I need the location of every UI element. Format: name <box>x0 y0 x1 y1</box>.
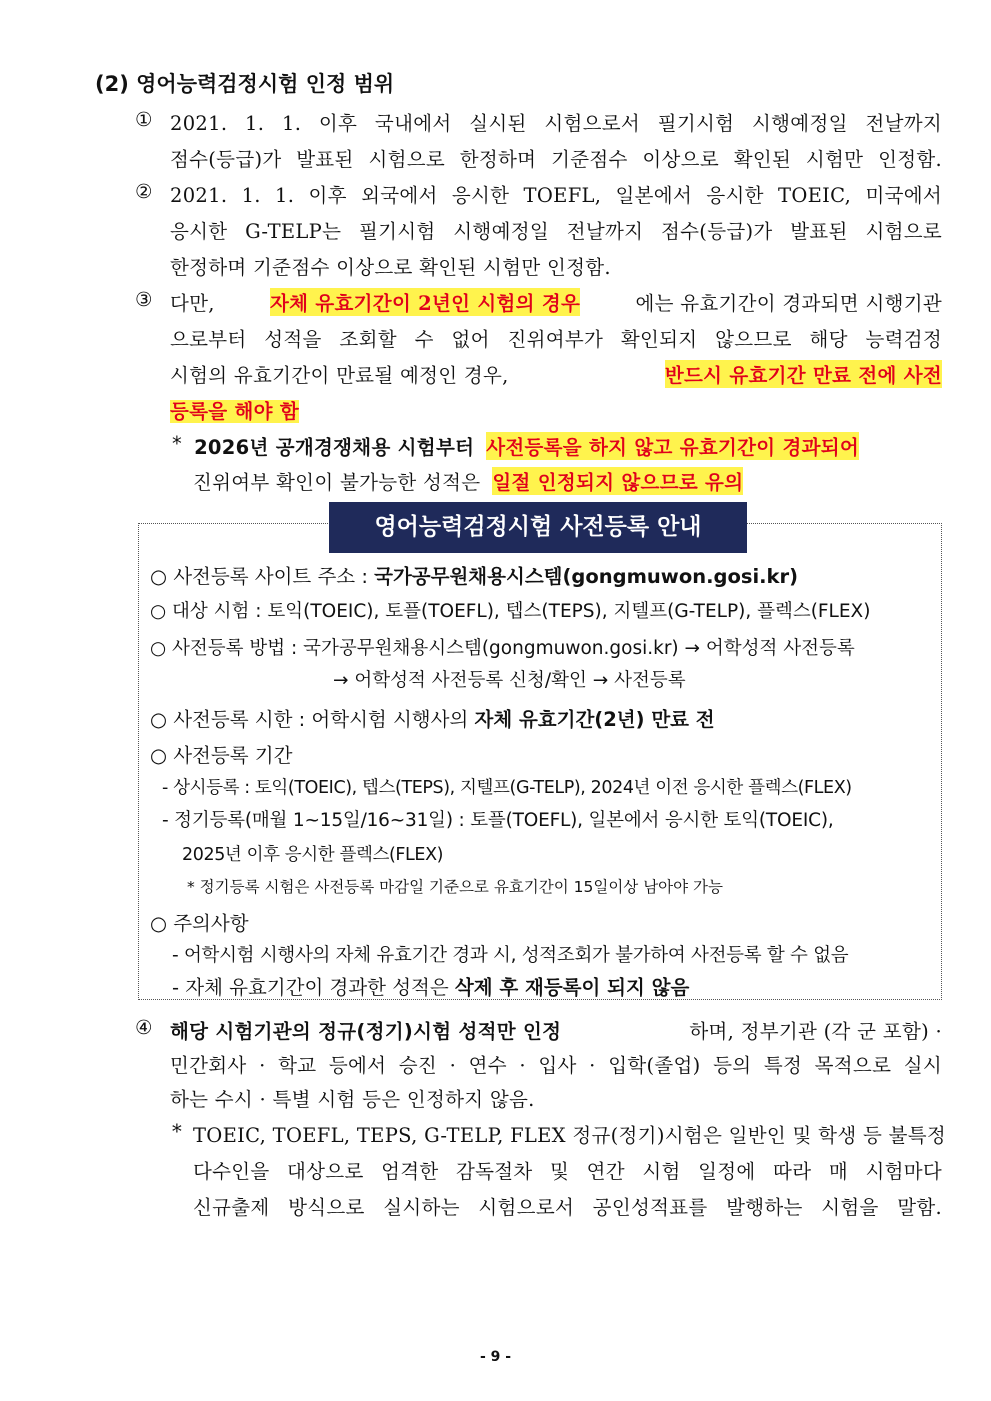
item3-line4 <box>170 396 299 424</box>
item4-marker: ④ <box>135 1016 153 1039</box>
item3-note-highlight1: 사전등록을 하지 않고 유효기간이 경과되어 <box>486 432 859 460</box>
item2-line1: 2021. 1. 1. 이후 외국에서 응시한 TOEFL, 일본에서 응시한 TOEIC, 미국에서 <box>170 184 942 207</box>
item3-line3 <box>170 360 942 388</box>
box-caution-1: - 어학시험 시행사의 자체 유효기간 경과 시, 성적조회가 불가하여 사전등록 할 수 없음 <box>172 945 849 966</box>
item3-note1 <box>172 432 942 460</box>
item3-line3-a: 시험의 유효기간이 만료될 예정인 경우, <box>170 364 509 387</box>
box-period-title: ○ 사전등록 기간 <box>150 744 293 767</box>
item1-line2: 점수(등급)가 발표된 시험으로 한정하며 기준점수 이상으로 확인된 시험만 인정함. <box>170 148 942 171</box>
item4-note-star: * <box>172 1120 183 1143</box>
box-caution-2-b: 삭제 후 재등록이 되지 않음 <box>454 976 690 999</box>
item4-note2: 다수인을 대상으로 엄격한 감독절차 및 연간 시험 일정에 따라 매 시험마다 <box>193 1160 942 1183</box>
item4-note3: 신규출제 방식으로 실시하는 시험으로서 공인성적표를 발행하는 시험을 말함. <box>193 1196 942 1219</box>
item3-note2-highlight: 일절 인정되지 않으므로 유의 <box>492 467 743 495</box>
item4-line2: 민간회사 · 학교 등에서 승진 · 연수 · 입사 · 입학(졸업) 등의 특정 목적으로 실시 <box>170 1054 942 1077</box>
item1-marker: ① <box>135 108 153 131</box>
item3-highlight-must: 반드시 유효기간 만료 전에 사전 <box>665 360 942 388</box>
item4-line1-rest: 하며, 정부기관 (각 군 포함) · <box>689 1020 942 1043</box>
box-caution-title: ○ 주의사항 <box>150 912 249 935</box>
item1-line1: 2021. 1. 1. 이후 국내에서 실시된 시험으로서 필기시험 시행예정일 전날까지 <box>170 112 942 135</box>
box-period-note: * 정기등록 시험은 사전등록 마감일 기준으로 유효기간이 15일이상 남아야 가능 <box>187 878 723 896</box>
box-deadline-label: ○ 사전등록 시한 : 어학시험 시행사의 <box>150 708 475 731</box>
item2-line2: 응시한 G-TELP는 필기시험 시행예정일 전날까지 점수(등급)가 발표된 시험으로 <box>170 220 942 243</box>
item2-line3: 한정하며 기준점수 이상으로 확인된 시험만 인정함. <box>170 256 611 279</box>
item4-line1 <box>170 1016 942 1044</box>
box-period-regular: - 정기등록(매월 1~15일/16~31일) : 토플(TOEFL), 일본에서 응시한 토익(TOEIC), <box>162 810 834 831</box>
item3-line2: 으로부터 성적을 조회할 수 없어 진위여부가 확인되지 않으므로 해당 능력검정 <box>170 328 942 351</box>
box-deadline-line <box>150 704 715 732</box>
box-caution-2 <box>172 972 689 1000</box>
item3-line1 <box>170 288 942 316</box>
item4-note1: TOEIC, TOEFL, TEPS, G-TELP, FLEX 정규(정기)시험은 일반인 및 학생 등 불특정 <box>193 1124 946 1147</box>
item3-line1-a: 다만, <box>170 292 215 315</box>
box-site-label: ○ 사전등록 사이트 주소 : <box>150 565 375 588</box>
item3-note-bold: 2026년 공개경쟁채용 시험부터 <box>194 436 475 459</box>
page-number: - 9 - <box>479 1349 512 1365</box>
item4-line1-bold: 해당 시험기관의 정규(정기)시험 성적만 인정 <box>170 1020 562 1043</box>
box-method-line1: ○ 사전등록 방법 : 국가공무원채용시스템(gongmuwon.gosi.kr) → 어학성적 사전등록 <box>150 638 855 659</box>
item3-marker: ③ <box>135 288 153 311</box>
box-site-line <box>150 561 798 589</box>
notice-box-title: 영어능력검정시험 사전등록 안내 <box>329 502 747 553</box>
item3-note2 <box>193 467 743 495</box>
item3-highlight-register: 등록을 해야 함 <box>170 400 299 423</box>
box-deadline-value: 자체 유효기간(2년) 만료 전 <box>474 708 715 731</box>
box-method-line2: → 어학성적 사전등록 신청/확인 → 사전등록 <box>333 670 686 691</box>
item2-marker: ② <box>135 180 153 203</box>
box-period-always: - 상시등록 : 토익(TOEIC), 텝스(TEPS), 지텔프(G-TELP), 2024년 이전 응시한 플렉스(FLEX) <box>162 778 852 798</box>
item3-note-star: * <box>172 432 183 455</box>
item4-line3: 하는 수시 · 특별 시험 등은 인정하지 않음. <box>170 1088 535 1111</box>
box-site-value: 국가공무원채용시스템(gongmuwon.gosi.kr) <box>374 565 799 588</box>
section-title: (2) 영어능력검정시험 인정 범위 <box>95 72 395 96</box>
box-target-exams: ○ 대상 시험 : 토익(TOEIC), 토플(TOEFL), 텝스(TEPS), 지텔프(G-TELP), 플렉스(FLEX) <box>150 601 871 622</box>
box-caution-2-a: - 자체 유효기간이 경과한 성적은 <box>172 976 455 999</box>
box-period-regular-cont: 2025년 이후 응시한 플렉스(FLEX) <box>182 845 444 865</box>
item3-line1-b: 에는 유효기간이 경과되면 시행기관 <box>635 292 942 315</box>
item3-highlight-validity: 자체 유효기간이 2년인 시험의 경우 <box>270 288 580 316</box>
item3-note2-a: 진위여부 확인이 불가능한 성적은 <box>193 471 481 494</box>
